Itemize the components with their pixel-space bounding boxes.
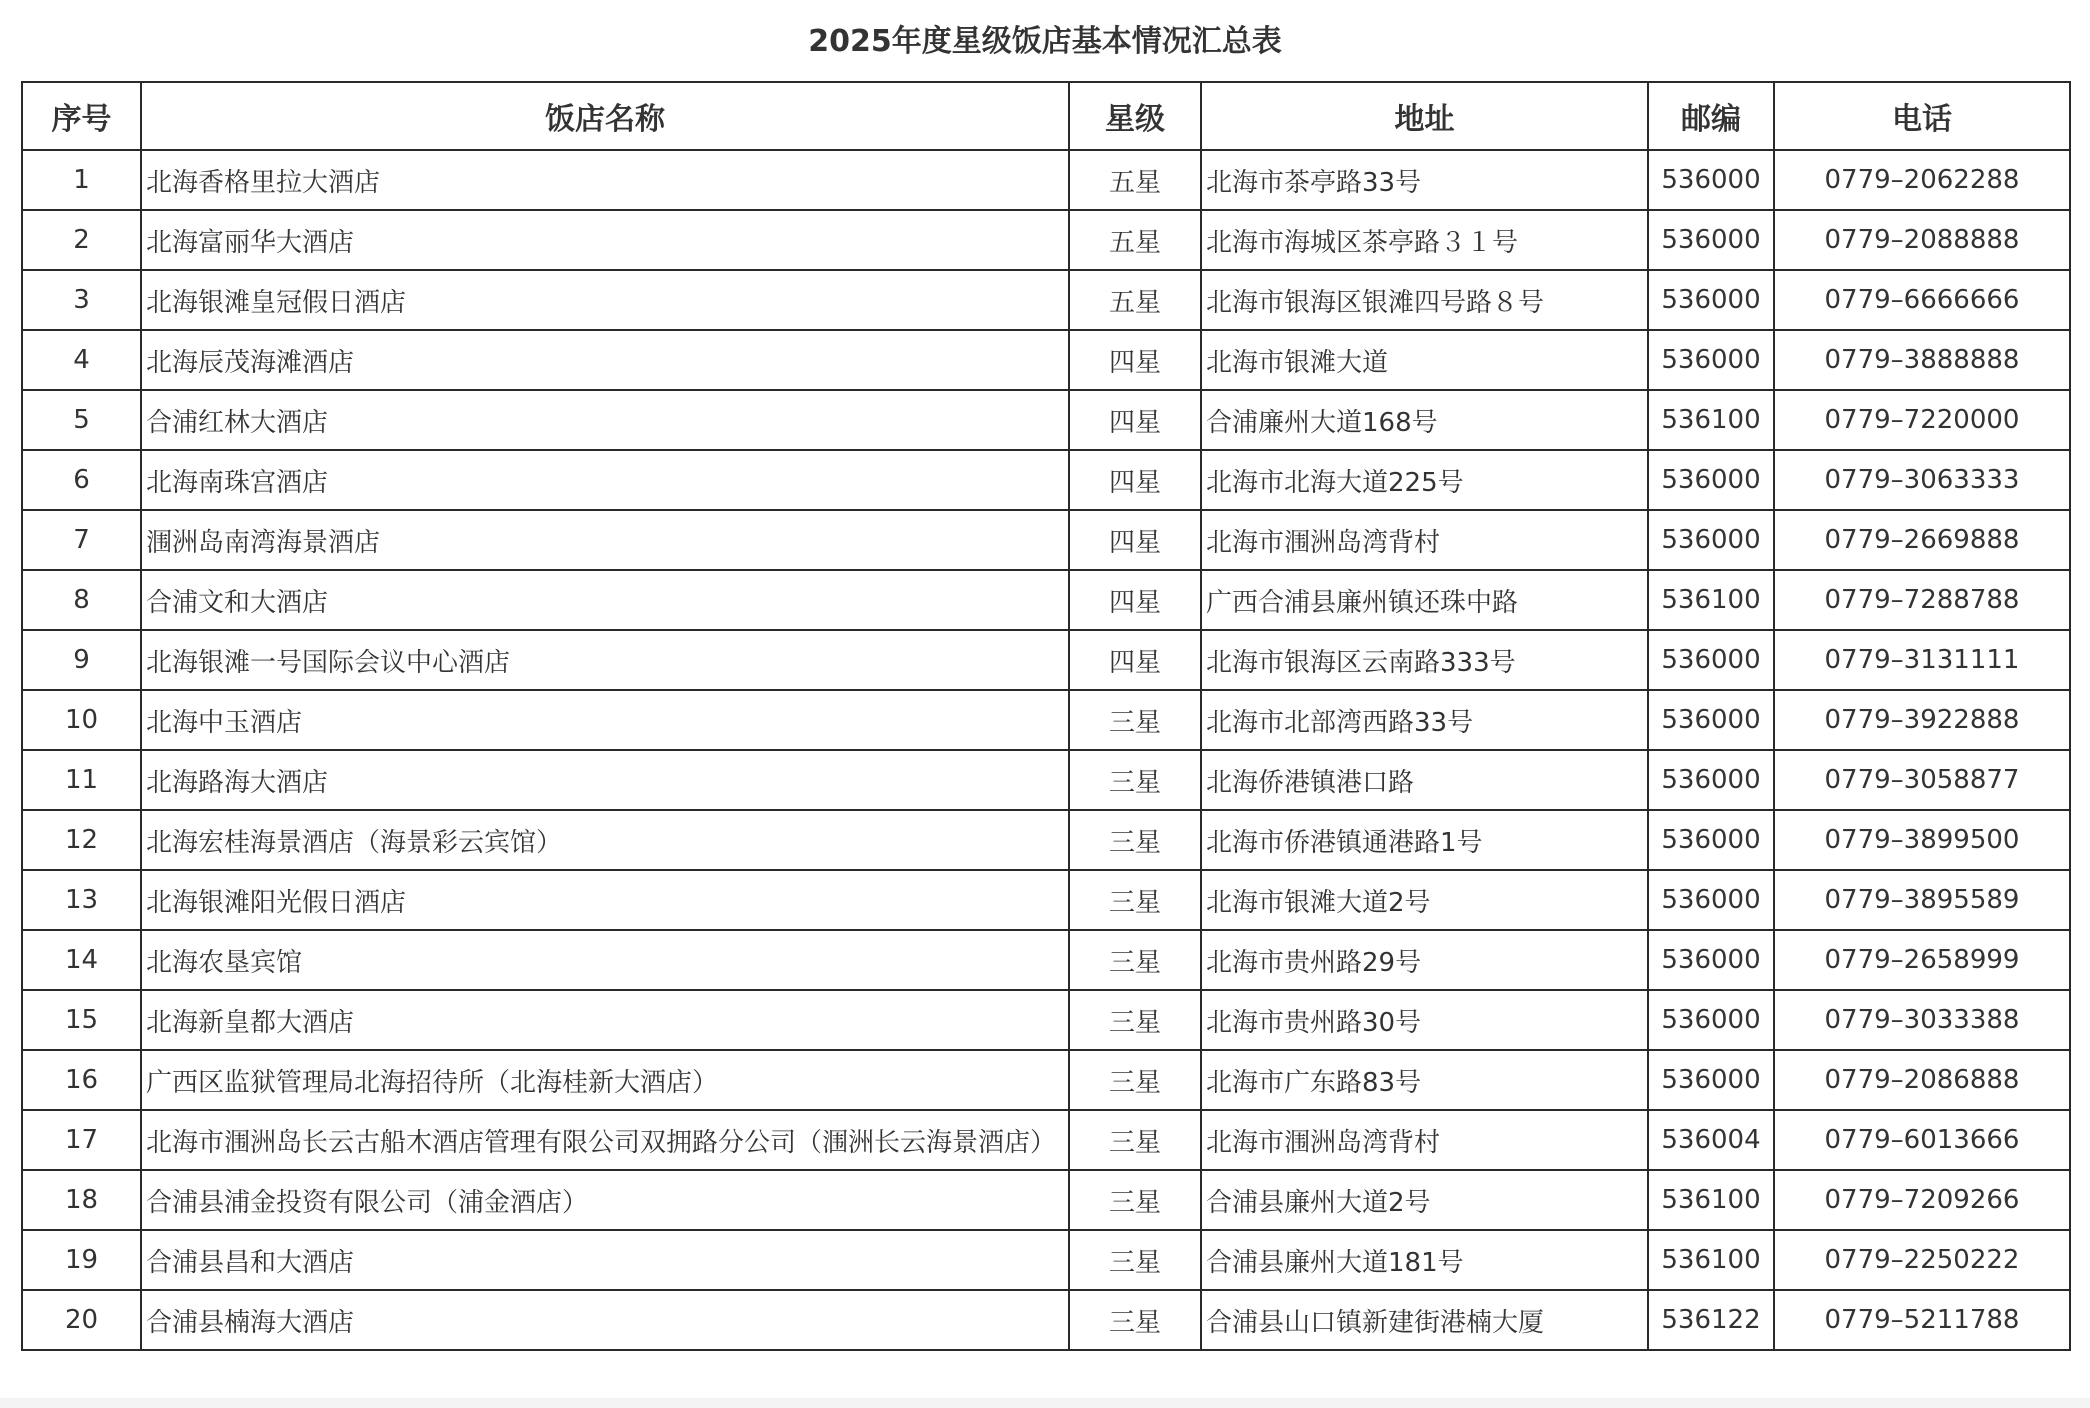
- cell-postcode: 536100: [1648, 1230, 1774, 1290]
- cell-address: 北海市贵州路30号: [1201, 990, 1648, 1050]
- header-index: 序号: [22, 82, 141, 150]
- cell-postcode: 536000: [1648, 690, 1774, 750]
- table-row: [22, 1050, 2070, 1110]
- cell-postcode: 536122: [1648, 1290, 1774, 1350]
- cell-hotel-name: 北海农垦宾馆: [141, 930, 1069, 990]
- cell-star: 三星: [1069, 870, 1201, 930]
- cell-phone: 0779–5211788: [1774, 1290, 2070, 1350]
- cell-hotel-name: 北海市涠洲岛长云古船木酒店管理有限公司双拥路分公司（涠洲长云海景酒店）: [141, 1110, 1069, 1170]
- cell-hotel-name: 北海辰茂海滩酒店: [141, 330, 1069, 390]
- cell-postcode: 536000: [1648, 270, 1774, 330]
- cell-hotel-name: 合浦县昌和大酒店: [141, 1230, 1069, 1290]
- hotel-table: [21, 81, 2071, 1351]
- cell-index: 8: [22, 570, 141, 630]
- header-address: 地址: [1201, 82, 1648, 150]
- table-row: [22, 510, 2070, 570]
- cell-index: 5: [22, 390, 141, 450]
- cell-address: 合浦县廉州大道181号: [1201, 1230, 1648, 1290]
- cell-phone: 0779–2250222: [1774, 1230, 2070, 1290]
- cell-star: 四星: [1069, 450, 1201, 510]
- cell-postcode: 536000: [1648, 810, 1774, 870]
- cell-star: 四星: [1069, 570, 1201, 630]
- cell-postcode: 536000: [1648, 1050, 1774, 1110]
- table-row: [22, 690, 2070, 750]
- cell-postcode: 536000: [1648, 330, 1774, 390]
- header-postcode: 邮编: [1648, 82, 1774, 150]
- cell-postcode: 536000: [1648, 870, 1774, 930]
- cell-address: 北海市北海大道225号: [1201, 450, 1648, 510]
- cell-index: 13: [22, 870, 141, 930]
- cell-hotel-name: 北海富丽华大酒店: [141, 210, 1069, 270]
- cell-index: 6: [22, 450, 141, 510]
- cell-phone: 0779–2658999: [1774, 930, 2070, 990]
- cell-postcode: 536000: [1648, 150, 1774, 210]
- cell-star: 四星: [1069, 390, 1201, 450]
- cell-postcode: 536000: [1648, 510, 1774, 570]
- cell-hotel-name: 北海银滩阳光假日酒店: [141, 870, 1069, 930]
- cell-index: 9: [22, 630, 141, 690]
- cell-hotel-name: 北海新皇都大酒店: [141, 990, 1069, 1050]
- table-row: [22, 570, 2070, 630]
- cell-address: 合浦县山口镇新建街港楠大厦: [1201, 1290, 1648, 1350]
- cell-address: 北海市广东路83号: [1201, 1050, 1648, 1110]
- header-name: 饭店名称: [141, 82, 1069, 150]
- cell-postcode: 536000: [1648, 750, 1774, 810]
- cell-phone: 0779–7209266: [1774, 1170, 2070, 1230]
- cell-phone: 0779–2086888: [1774, 1050, 2070, 1110]
- cell-index: 10: [22, 690, 141, 750]
- table-row: [22, 150, 2070, 210]
- cell-star: 三星: [1069, 750, 1201, 810]
- cell-phone: 0779–2669888: [1774, 510, 2070, 570]
- cell-address: 北海市银滩大道: [1201, 330, 1648, 390]
- table-body: [22, 150, 2070, 1350]
- cell-address: 北海市银海区银滩四号路８号: [1201, 270, 1648, 330]
- table-row: [22, 1170, 2070, 1230]
- cell-hotel-name: 合浦县楠海大酒店: [141, 1290, 1069, 1350]
- cell-star: 五星: [1069, 210, 1201, 270]
- table-row: [22, 210, 2070, 270]
- cell-address: 北海市北部湾西路33号: [1201, 690, 1648, 750]
- cell-star: 三星: [1069, 930, 1201, 990]
- cell-star: 四星: [1069, 630, 1201, 690]
- table-row: [22, 270, 2070, 330]
- cell-phone: 0779–3899500: [1774, 810, 2070, 870]
- cell-star: 三星: [1069, 810, 1201, 870]
- cell-postcode: 536000: [1648, 210, 1774, 270]
- cell-address: 北海市涠洲岛湾背村: [1201, 510, 1648, 570]
- cell-phone: 0779–2062288: [1774, 150, 2070, 210]
- cell-postcode: 536000: [1648, 930, 1774, 990]
- table-row: [22, 330, 2070, 390]
- cell-index: 7: [22, 510, 141, 570]
- cell-address: 北海市银滩大道2号: [1201, 870, 1648, 930]
- cell-hotel-name: 北海路海大酒店: [141, 750, 1069, 810]
- cell-star: 五星: [1069, 150, 1201, 210]
- cell-star: 四星: [1069, 330, 1201, 390]
- cell-index: 16: [22, 1050, 141, 1110]
- table-row: [22, 870, 2070, 930]
- cell-star: 三星: [1069, 1230, 1201, 1290]
- cell-postcode: 536004: [1648, 1110, 1774, 1170]
- cell-hotel-name: 合浦文和大酒店: [141, 570, 1069, 630]
- cell-phone: 0779–7288788: [1774, 570, 2070, 630]
- cell-star: 三星: [1069, 1290, 1201, 1350]
- table-row: [22, 1230, 2070, 1290]
- cell-hotel-name: 合浦县浦金投资有限公司（浦金酒店）: [141, 1170, 1069, 1230]
- cell-phone: 0779–3888888: [1774, 330, 2070, 390]
- cell-hotel-name: 北海香格里拉大酒店: [141, 150, 1069, 210]
- cell-index: 11: [22, 750, 141, 810]
- cell-index: 12: [22, 810, 141, 870]
- cell-hotel-name: 北海宏桂海景酒店（海景彩云宾馆）: [141, 810, 1069, 870]
- cell-hotel-name: 北海银滩一号国际会议中心酒店: [141, 630, 1069, 690]
- header-star: 星级: [1069, 82, 1201, 150]
- cell-phone: 0779–3033388: [1774, 990, 2070, 1050]
- cell-star: 五星: [1069, 270, 1201, 330]
- cell-star: 三星: [1069, 690, 1201, 750]
- cell-index: 14: [22, 930, 141, 990]
- cell-star: 三星: [1069, 1050, 1201, 1110]
- cell-index: 18: [22, 1170, 141, 1230]
- cell-address: 北海市茶亭路33号: [1201, 150, 1648, 210]
- cell-address: 北海市贵州路29号: [1201, 930, 1648, 990]
- cell-index: 19: [22, 1230, 141, 1290]
- page-bottom-edge: [0, 1398, 2090, 1408]
- header-phone: 电话: [1774, 82, 2070, 150]
- cell-star: 三星: [1069, 1110, 1201, 1170]
- cell-phone: 0779–6666666: [1774, 270, 2070, 330]
- cell-hotel-name: 合浦红林大酒店: [141, 390, 1069, 450]
- cell-postcode: 536100: [1648, 570, 1774, 630]
- cell-phone: 0779–3922888: [1774, 690, 2070, 750]
- cell-postcode: 536100: [1648, 1170, 1774, 1230]
- table-row: [22, 750, 2070, 810]
- cell-phone: 0779–3063333: [1774, 450, 2070, 510]
- cell-address: 北海市涠洲岛湾背村: [1201, 1110, 1648, 1170]
- cell-index: 2: [22, 210, 141, 270]
- cell-phone: 0779–3131111: [1774, 630, 2070, 690]
- cell-address: 北海市银海区云南路333号: [1201, 630, 1648, 690]
- cell-phone: 0779–3058877: [1774, 750, 2070, 810]
- cell-index: 17: [22, 1110, 141, 1170]
- cell-postcode: 536000: [1648, 630, 1774, 690]
- cell-star: 三星: [1069, 990, 1201, 1050]
- table-row: [22, 1110, 2070, 1170]
- table-row: [22, 630, 2070, 690]
- cell-index: 15: [22, 990, 141, 1050]
- cell-postcode: 536000: [1648, 450, 1774, 510]
- cell-address: 广西合浦县廉州镇还珠中路: [1201, 570, 1648, 630]
- cell-address: 北海侨港镇港口路: [1201, 750, 1648, 810]
- cell-index: 1: [22, 150, 141, 210]
- cell-address: 合浦县廉州大道2号: [1201, 1170, 1648, 1230]
- cell-address: 北海市海城区茶亭路３１号: [1201, 210, 1648, 270]
- cell-postcode: 536000: [1648, 990, 1774, 1050]
- cell-index: 20: [22, 1290, 141, 1350]
- cell-index: 4: [22, 330, 141, 390]
- cell-hotel-name: 北海南珠宫酒店: [141, 450, 1069, 510]
- table-row: [22, 930, 2070, 990]
- table-row: [22, 1290, 2070, 1350]
- cell-phone: 0779–2088888: [1774, 210, 2070, 270]
- cell-hotel-name: 北海中玉酒店: [141, 690, 1069, 750]
- table-row: [22, 990, 2070, 1050]
- cell-phone: 0779–7220000: [1774, 390, 2070, 450]
- table-header-row: [22, 82, 2070, 150]
- page-title: 2025年度星级饭店基本情况汇总表: [808, 24, 1282, 59]
- cell-address: 北海市侨港镇通港路1号: [1201, 810, 1648, 870]
- table-row: [22, 810, 2070, 870]
- cell-index: 3: [22, 270, 141, 330]
- table-row: [22, 450, 2070, 510]
- cell-star: 四星: [1069, 510, 1201, 570]
- table-row: [22, 390, 2070, 450]
- cell-hotel-name: 北海银滩皇冠假日酒店: [141, 270, 1069, 330]
- cell-phone: 0779–6013666: [1774, 1110, 2070, 1170]
- cell-star: 三星: [1069, 1170, 1201, 1230]
- cell-address: 合浦廉州大道168号: [1201, 390, 1648, 450]
- cell-hotel-name: 广西区监狱管理局北海招待所（北海桂新大酒店）: [141, 1050, 1069, 1110]
- cell-postcode: 536100: [1648, 390, 1774, 450]
- cell-hotel-name: 涠洲岛南湾海景酒店: [141, 510, 1069, 570]
- cell-phone: 0779–3895589: [1774, 870, 2070, 930]
